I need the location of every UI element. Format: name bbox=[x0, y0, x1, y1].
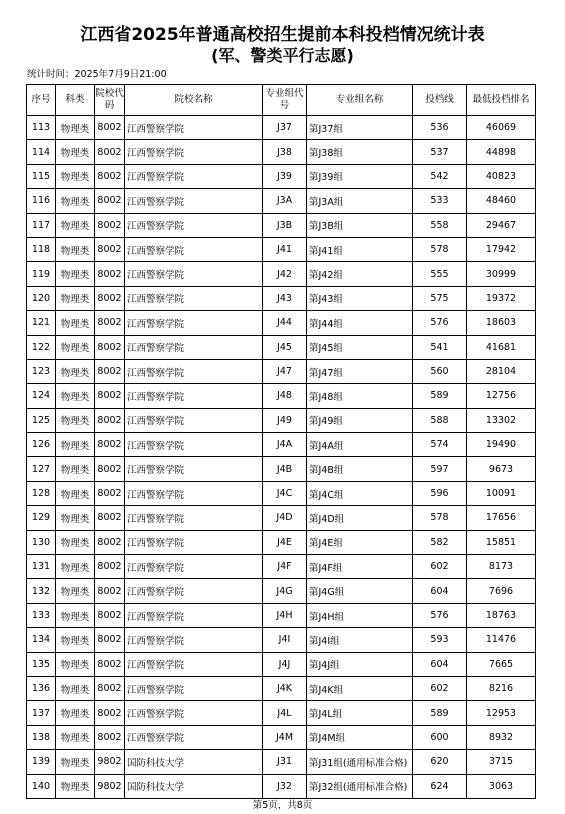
school-name-cell: 江西警察学院 bbox=[125, 530, 263, 554]
table-row bbox=[27, 530, 536, 554]
min-rank-cell: 11476 bbox=[467, 628, 536, 652]
school-code-cell: 8002 bbox=[95, 262, 125, 286]
table-row bbox=[27, 164, 536, 188]
group-code-cell: J4K bbox=[263, 676, 307, 700]
table-row bbox=[27, 262, 536, 286]
school-code-cell: 8002 bbox=[95, 408, 125, 432]
index-cell: 119 bbox=[27, 262, 56, 286]
school-name-cell: 江西警察学院 bbox=[125, 725, 263, 749]
school-code-cell: 8002 bbox=[95, 286, 125, 310]
col-header-index: 序号 bbox=[27, 85, 56, 116]
cutoff-cell: 589 bbox=[413, 701, 467, 725]
table-row bbox=[27, 408, 536, 432]
school-name-cell: 江西警察学院 bbox=[125, 384, 263, 408]
min-rank-cell: 15851 bbox=[467, 530, 536, 554]
category-cell: 物理类 bbox=[56, 335, 95, 359]
school-name-cell: 江西警察学院 bbox=[125, 628, 263, 652]
school-name-cell: 江西警察学院 bbox=[125, 433, 263, 457]
stat-time: 统计时间：2025年7月9日21:00 bbox=[27, 69, 167, 80]
school-code-cell: 8002 bbox=[95, 676, 125, 700]
min-rank-cell: 8932 bbox=[467, 725, 536, 749]
min-rank-cell: 3715 bbox=[467, 750, 536, 774]
min-rank-cell: 48460 bbox=[467, 189, 536, 213]
table-row bbox=[27, 286, 536, 310]
group-name-cell: 第J4D组 bbox=[307, 506, 413, 530]
table-row bbox=[27, 701, 536, 725]
school-name-cell: 江西警察学院 bbox=[125, 140, 263, 164]
school-code-cell: 8002 bbox=[95, 384, 125, 408]
group-name-cell: 第J4G组 bbox=[307, 579, 413, 603]
group-code-cell: J4L bbox=[263, 701, 307, 725]
cutoff-cell: 542 bbox=[413, 164, 467, 188]
table-row bbox=[27, 433, 536, 457]
category-cell: 物理类 bbox=[56, 457, 95, 481]
school-code-cell: 8002 bbox=[95, 335, 125, 359]
school-code-cell: 8002 bbox=[95, 433, 125, 457]
index-cell: 115 bbox=[27, 164, 56, 188]
cutoff-cell: 558 bbox=[413, 213, 467, 237]
min-rank-cell: 7696 bbox=[467, 579, 536, 603]
category-cell: 物理类 bbox=[56, 750, 95, 774]
category-cell: 物理类 bbox=[56, 676, 95, 700]
admission-table bbox=[26, 84, 536, 799]
school-name-cell: 江西警察学院 bbox=[125, 237, 263, 261]
index-cell: 140 bbox=[27, 774, 56, 798]
school-code-cell: 8002 bbox=[95, 311, 125, 335]
table-row bbox=[27, 774, 536, 798]
school-code-cell: 9802 bbox=[95, 750, 125, 774]
school-code-cell: 8002 bbox=[95, 457, 125, 481]
group-name-cell: 第J43组 bbox=[307, 286, 413, 310]
index-cell: 134 bbox=[27, 628, 56, 652]
cutoff-cell: 604 bbox=[413, 579, 467, 603]
col-header-school-name: 院校名称 bbox=[125, 85, 263, 116]
cutoff-cell: 593 bbox=[413, 628, 467, 652]
index-cell: 132 bbox=[27, 579, 56, 603]
table-row bbox=[27, 652, 536, 676]
group-name-cell: 第J4A组 bbox=[307, 433, 413, 457]
index-cell: 121 bbox=[27, 311, 56, 335]
group-name-cell: 第J31组(通用标准合格) bbox=[307, 750, 413, 774]
table-row bbox=[27, 579, 536, 603]
index-cell: 139 bbox=[27, 750, 56, 774]
cutoff-cell: 624 bbox=[413, 774, 467, 798]
index-cell: 126 bbox=[27, 433, 56, 457]
group-code-cell: J4G bbox=[263, 579, 307, 603]
group-name-cell: 第J44组 bbox=[307, 311, 413, 335]
category-cell: 物理类 bbox=[56, 408, 95, 432]
min-rank-cell: 44898 bbox=[467, 140, 536, 164]
page-subtitle: (军、警类平行志愿) bbox=[211, 46, 354, 65]
min-rank-cell: 19490 bbox=[467, 433, 536, 457]
min-rank-cell: 46069 bbox=[467, 116, 536, 140]
school-code-cell: 8002 bbox=[95, 140, 125, 164]
category-cell: 物理类 bbox=[56, 237, 95, 261]
table-row bbox=[27, 555, 536, 579]
table-row bbox=[27, 457, 536, 481]
group-code-cell: J4J bbox=[263, 652, 307, 676]
col-header-group-code: 专业组代号 bbox=[263, 85, 307, 116]
group-code-cell: J44 bbox=[263, 311, 307, 335]
min-rank-cell: 7665 bbox=[467, 652, 536, 676]
school-name-cell: 江西警察学院 bbox=[125, 359, 263, 383]
table-row bbox=[27, 628, 536, 652]
group-name-cell: 第J4F组 bbox=[307, 555, 413, 579]
school-name-cell: 江西警察学院 bbox=[125, 408, 263, 432]
category-cell: 物理类 bbox=[56, 384, 95, 408]
group-code-cell: J43 bbox=[263, 286, 307, 310]
school-code-cell: 8002 bbox=[95, 579, 125, 603]
index-cell: 131 bbox=[27, 555, 56, 579]
school-name-cell: 江西警察学院 bbox=[125, 579, 263, 603]
group-code-cell: J42 bbox=[263, 262, 307, 286]
table-header-row bbox=[27, 85, 536, 116]
min-rank-cell: 28104 bbox=[467, 359, 536, 383]
index-cell: 117 bbox=[27, 213, 56, 237]
school-name-cell: 江西警察学院 bbox=[125, 701, 263, 725]
group-code-cell: J45 bbox=[263, 335, 307, 359]
school-name-cell: 江西警察学院 bbox=[125, 116, 263, 140]
group-name-cell: 第J4E组 bbox=[307, 530, 413, 554]
school-code-cell: 8002 bbox=[95, 555, 125, 579]
school-code-cell: 8002 bbox=[95, 189, 125, 213]
school-name-cell: 江西警察学院 bbox=[125, 286, 263, 310]
cutoff-cell: 589 bbox=[413, 384, 467, 408]
group-name-cell: 第J3B组 bbox=[307, 213, 413, 237]
cutoff-cell: 536 bbox=[413, 116, 467, 140]
group-name-cell: 第J4L组 bbox=[307, 701, 413, 725]
table-row bbox=[27, 116, 536, 140]
table-row bbox=[27, 481, 536, 505]
index-cell: 124 bbox=[27, 384, 56, 408]
group-name-cell: 第J42组 bbox=[307, 262, 413, 286]
group-name-cell: 第J49组 bbox=[307, 408, 413, 432]
group-code-cell: J4C bbox=[263, 481, 307, 505]
school-code-cell: 8002 bbox=[95, 481, 125, 505]
school-code-cell: 8002 bbox=[95, 164, 125, 188]
category-cell: 物理类 bbox=[56, 628, 95, 652]
category-cell: 物理类 bbox=[56, 433, 95, 457]
index-cell: 122 bbox=[27, 335, 56, 359]
category-cell: 物理类 bbox=[56, 530, 95, 554]
cutoff-cell: 575 bbox=[413, 286, 467, 310]
school-name-cell: 江西警察学院 bbox=[125, 481, 263, 505]
min-rank-cell: 13302 bbox=[467, 408, 536, 432]
index-cell: 127 bbox=[27, 457, 56, 481]
school-code-cell: 8002 bbox=[95, 701, 125, 725]
group-name-cell: 第J4B组 bbox=[307, 457, 413, 481]
cutoff-cell: 602 bbox=[413, 555, 467, 579]
min-rank-cell: 9673 bbox=[467, 457, 536, 481]
page-title: 江西省2025年普通高校招生提前本科投档情况统计表 bbox=[80, 25, 485, 45]
cutoff-cell: 537 bbox=[413, 140, 467, 164]
group-code-cell: J4M bbox=[263, 725, 307, 749]
cutoff-cell: 588 bbox=[413, 408, 467, 432]
cutoff-cell: 600 bbox=[413, 725, 467, 749]
school-code-cell: 8002 bbox=[95, 652, 125, 676]
min-rank-cell: 30999 bbox=[467, 262, 536, 286]
group-code-cell: J3B bbox=[263, 213, 307, 237]
school-code-cell: 8002 bbox=[95, 213, 125, 237]
group-name-cell: 第J45组 bbox=[307, 335, 413, 359]
table-row bbox=[27, 335, 536, 359]
group-code-cell: J49 bbox=[263, 408, 307, 432]
category-cell: 物理类 bbox=[56, 555, 95, 579]
min-rank-cell: 19372 bbox=[467, 286, 536, 310]
table-row bbox=[27, 311, 536, 335]
group-name-cell: 第J37组 bbox=[307, 116, 413, 140]
school-name-cell: 江西警察学院 bbox=[125, 189, 263, 213]
index-cell: 114 bbox=[27, 140, 56, 164]
index-cell: 133 bbox=[27, 603, 56, 627]
school-code-cell: 8002 bbox=[95, 359, 125, 383]
group-name-cell: 第J47组 bbox=[307, 359, 413, 383]
group-code-cell: J4A bbox=[263, 433, 307, 457]
group-name-cell: 第J48组 bbox=[307, 384, 413, 408]
school-name-cell: 江西警察学院 bbox=[125, 457, 263, 481]
cutoff-cell: 582 bbox=[413, 530, 467, 554]
group-name-cell: 第J4H组 bbox=[307, 603, 413, 627]
school-name-cell: 国防科技大学 bbox=[125, 774, 263, 798]
index-cell: 135 bbox=[27, 652, 56, 676]
school-name-cell: 江西警察学院 bbox=[125, 311, 263, 335]
group-code-cell: J41 bbox=[263, 237, 307, 261]
index-cell: 130 bbox=[27, 530, 56, 554]
school-code-cell: 8002 bbox=[95, 506, 125, 530]
category-cell: 物理类 bbox=[56, 652, 95, 676]
school-code-cell: 8002 bbox=[95, 116, 125, 140]
col-header-school-code: 院校代码 bbox=[95, 85, 125, 116]
category-cell: 物理类 bbox=[56, 164, 95, 188]
school-name-cell: 国防科技大学 bbox=[125, 750, 263, 774]
school-name-cell: 江西警察学院 bbox=[125, 262, 263, 286]
group-code-cell: J4B bbox=[263, 457, 307, 481]
group-code-cell: J3A bbox=[263, 189, 307, 213]
index-cell: 118 bbox=[27, 237, 56, 261]
group-code-cell: J4I bbox=[263, 628, 307, 652]
group-name-cell: 第J3A组 bbox=[307, 189, 413, 213]
group-code-cell: J47 bbox=[263, 359, 307, 383]
school-code-cell: 8002 bbox=[95, 603, 125, 627]
table-row bbox=[27, 140, 536, 164]
category-cell: 物理类 bbox=[56, 262, 95, 286]
category-cell: 物理类 bbox=[56, 213, 95, 237]
category-cell: 物理类 bbox=[56, 286, 95, 310]
category-cell: 物理类 bbox=[56, 725, 95, 749]
school-name-cell: 江西警察学院 bbox=[125, 164, 263, 188]
table-row bbox=[27, 384, 536, 408]
cutoff-cell: 555 bbox=[413, 262, 467, 286]
table-body bbox=[27, 116, 536, 799]
school-code-cell: 8002 bbox=[95, 237, 125, 261]
min-rank-cell: 18763 bbox=[467, 603, 536, 627]
min-rank-cell: 40823 bbox=[467, 164, 536, 188]
cutoff-cell: 597 bbox=[413, 457, 467, 481]
group-code-cell: J4H bbox=[263, 603, 307, 627]
index-cell: 113 bbox=[27, 116, 56, 140]
school-name-cell: 江西警察学院 bbox=[125, 335, 263, 359]
category-cell: 物理类 bbox=[56, 579, 95, 603]
cutoff-cell: 574 bbox=[413, 433, 467, 457]
category-cell: 物理类 bbox=[56, 140, 95, 164]
min-rank-cell: 12756 bbox=[467, 384, 536, 408]
cutoff-cell: 578 bbox=[413, 506, 467, 530]
min-rank-cell: 17942 bbox=[467, 237, 536, 261]
page-footer: 第5页，共8页 bbox=[252, 800, 313, 811]
category-cell: 物理类 bbox=[56, 311, 95, 335]
group-name-cell: 第J4M组 bbox=[307, 725, 413, 749]
table-row bbox=[27, 359, 536, 383]
col-header-group-name: 专业组名称 bbox=[307, 85, 413, 116]
school-name-cell: 江西警察学院 bbox=[125, 603, 263, 627]
category-cell: 物理类 bbox=[56, 481, 95, 505]
min-rank-cell: 8173 bbox=[467, 555, 536, 579]
group-code-cell: J4E bbox=[263, 530, 307, 554]
cutoff-cell: 578 bbox=[413, 237, 467, 261]
index-cell: 125 bbox=[27, 408, 56, 432]
group-code-cell: J32 bbox=[263, 774, 307, 798]
group-code-cell: J4D bbox=[263, 506, 307, 530]
cutoff-cell: 596 bbox=[413, 481, 467, 505]
category-cell: 物理类 bbox=[56, 116, 95, 140]
index-cell: 138 bbox=[27, 725, 56, 749]
group-name-cell: 第J4K组 bbox=[307, 676, 413, 700]
group-code-cell: J37 bbox=[263, 116, 307, 140]
index-cell: 136 bbox=[27, 676, 56, 700]
table-row bbox=[27, 506, 536, 530]
cutoff-cell: 541 bbox=[413, 335, 467, 359]
index-cell: 123 bbox=[27, 359, 56, 383]
min-rank-cell: 3063 bbox=[467, 774, 536, 798]
table-row bbox=[27, 603, 536, 627]
group-code-cell: J38 bbox=[263, 140, 307, 164]
cutoff-cell: 576 bbox=[413, 311, 467, 335]
group-code-cell: J39 bbox=[263, 164, 307, 188]
col-header-min-rank: 最低投档排名 bbox=[467, 85, 536, 116]
table-row bbox=[27, 725, 536, 749]
min-rank-cell: 18603 bbox=[467, 311, 536, 335]
cutoff-cell: 604 bbox=[413, 652, 467, 676]
index-cell: 129 bbox=[27, 506, 56, 530]
index-cell: 120 bbox=[27, 286, 56, 310]
category-cell: 物理类 bbox=[56, 189, 95, 213]
min-rank-cell: 10091 bbox=[467, 481, 536, 505]
col-header-category: 科类 bbox=[56, 85, 95, 116]
school-name-cell: 江西警察学院 bbox=[125, 213, 263, 237]
school-code-cell: 9802 bbox=[95, 774, 125, 798]
index-cell: 116 bbox=[27, 189, 56, 213]
school-name-cell: 江西警察学院 bbox=[125, 676, 263, 700]
table-row bbox=[27, 750, 536, 774]
group-code-cell: J4F bbox=[263, 555, 307, 579]
cutoff-cell: 602 bbox=[413, 676, 467, 700]
index-cell: 137 bbox=[27, 701, 56, 725]
category-cell: 物理类 bbox=[56, 774, 95, 798]
category-cell: 物理类 bbox=[56, 603, 95, 627]
table-row bbox=[27, 213, 536, 237]
school-name-cell: 江西警察学院 bbox=[125, 652, 263, 676]
group-name-cell: 第J4I组 bbox=[307, 628, 413, 652]
group-name-cell: 第J4J组 bbox=[307, 652, 413, 676]
min-rank-cell: 29467 bbox=[467, 213, 536, 237]
school-code-cell: 8002 bbox=[95, 530, 125, 554]
min-rank-cell: 12953 bbox=[467, 701, 536, 725]
group-code-cell: J48 bbox=[263, 384, 307, 408]
cutoff-cell: 560 bbox=[413, 359, 467, 383]
school-name-cell: 江西警察学院 bbox=[125, 506, 263, 530]
min-rank-cell: 41681 bbox=[467, 335, 536, 359]
category-cell: 物理类 bbox=[56, 359, 95, 383]
school-name-cell: 江西警察学院 bbox=[125, 555, 263, 579]
min-rank-cell: 8216 bbox=[467, 676, 536, 700]
min-rank-cell: 17656 bbox=[467, 506, 536, 530]
table-row bbox=[27, 676, 536, 700]
table-row bbox=[27, 189, 536, 213]
group-name-cell: 第J38组 bbox=[307, 140, 413, 164]
cutoff-cell: 576 bbox=[413, 603, 467, 627]
school-code-cell: 8002 bbox=[95, 725, 125, 749]
group-name-cell: 第J4C组 bbox=[307, 481, 413, 505]
group-name-cell: 第J39组 bbox=[307, 164, 413, 188]
category-cell: 物理类 bbox=[56, 701, 95, 725]
col-header-cutoff: 投档线 bbox=[413, 85, 467, 116]
school-code-cell: 8002 bbox=[95, 628, 125, 652]
index-cell: 128 bbox=[27, 481, 56, 505]
category-cell: 物理类 bbox=[56, 506, 95, 530]
table-row bbox=[27, 237, 536, 261]
group-code-cell: J31 bbox=[263, 750, 307, 774]
group-name-cell: 第J41组 bbox=[307, 237, 413, 261]
cutoff-cell: 620 bbox=[413, 750, 467, 774]
cutoff-cell: 533 bbox=[413, 189, 467, 213]
group-name-cell: 第J32组(通用标准合格) bbox=[307, 774, 413, 798]
